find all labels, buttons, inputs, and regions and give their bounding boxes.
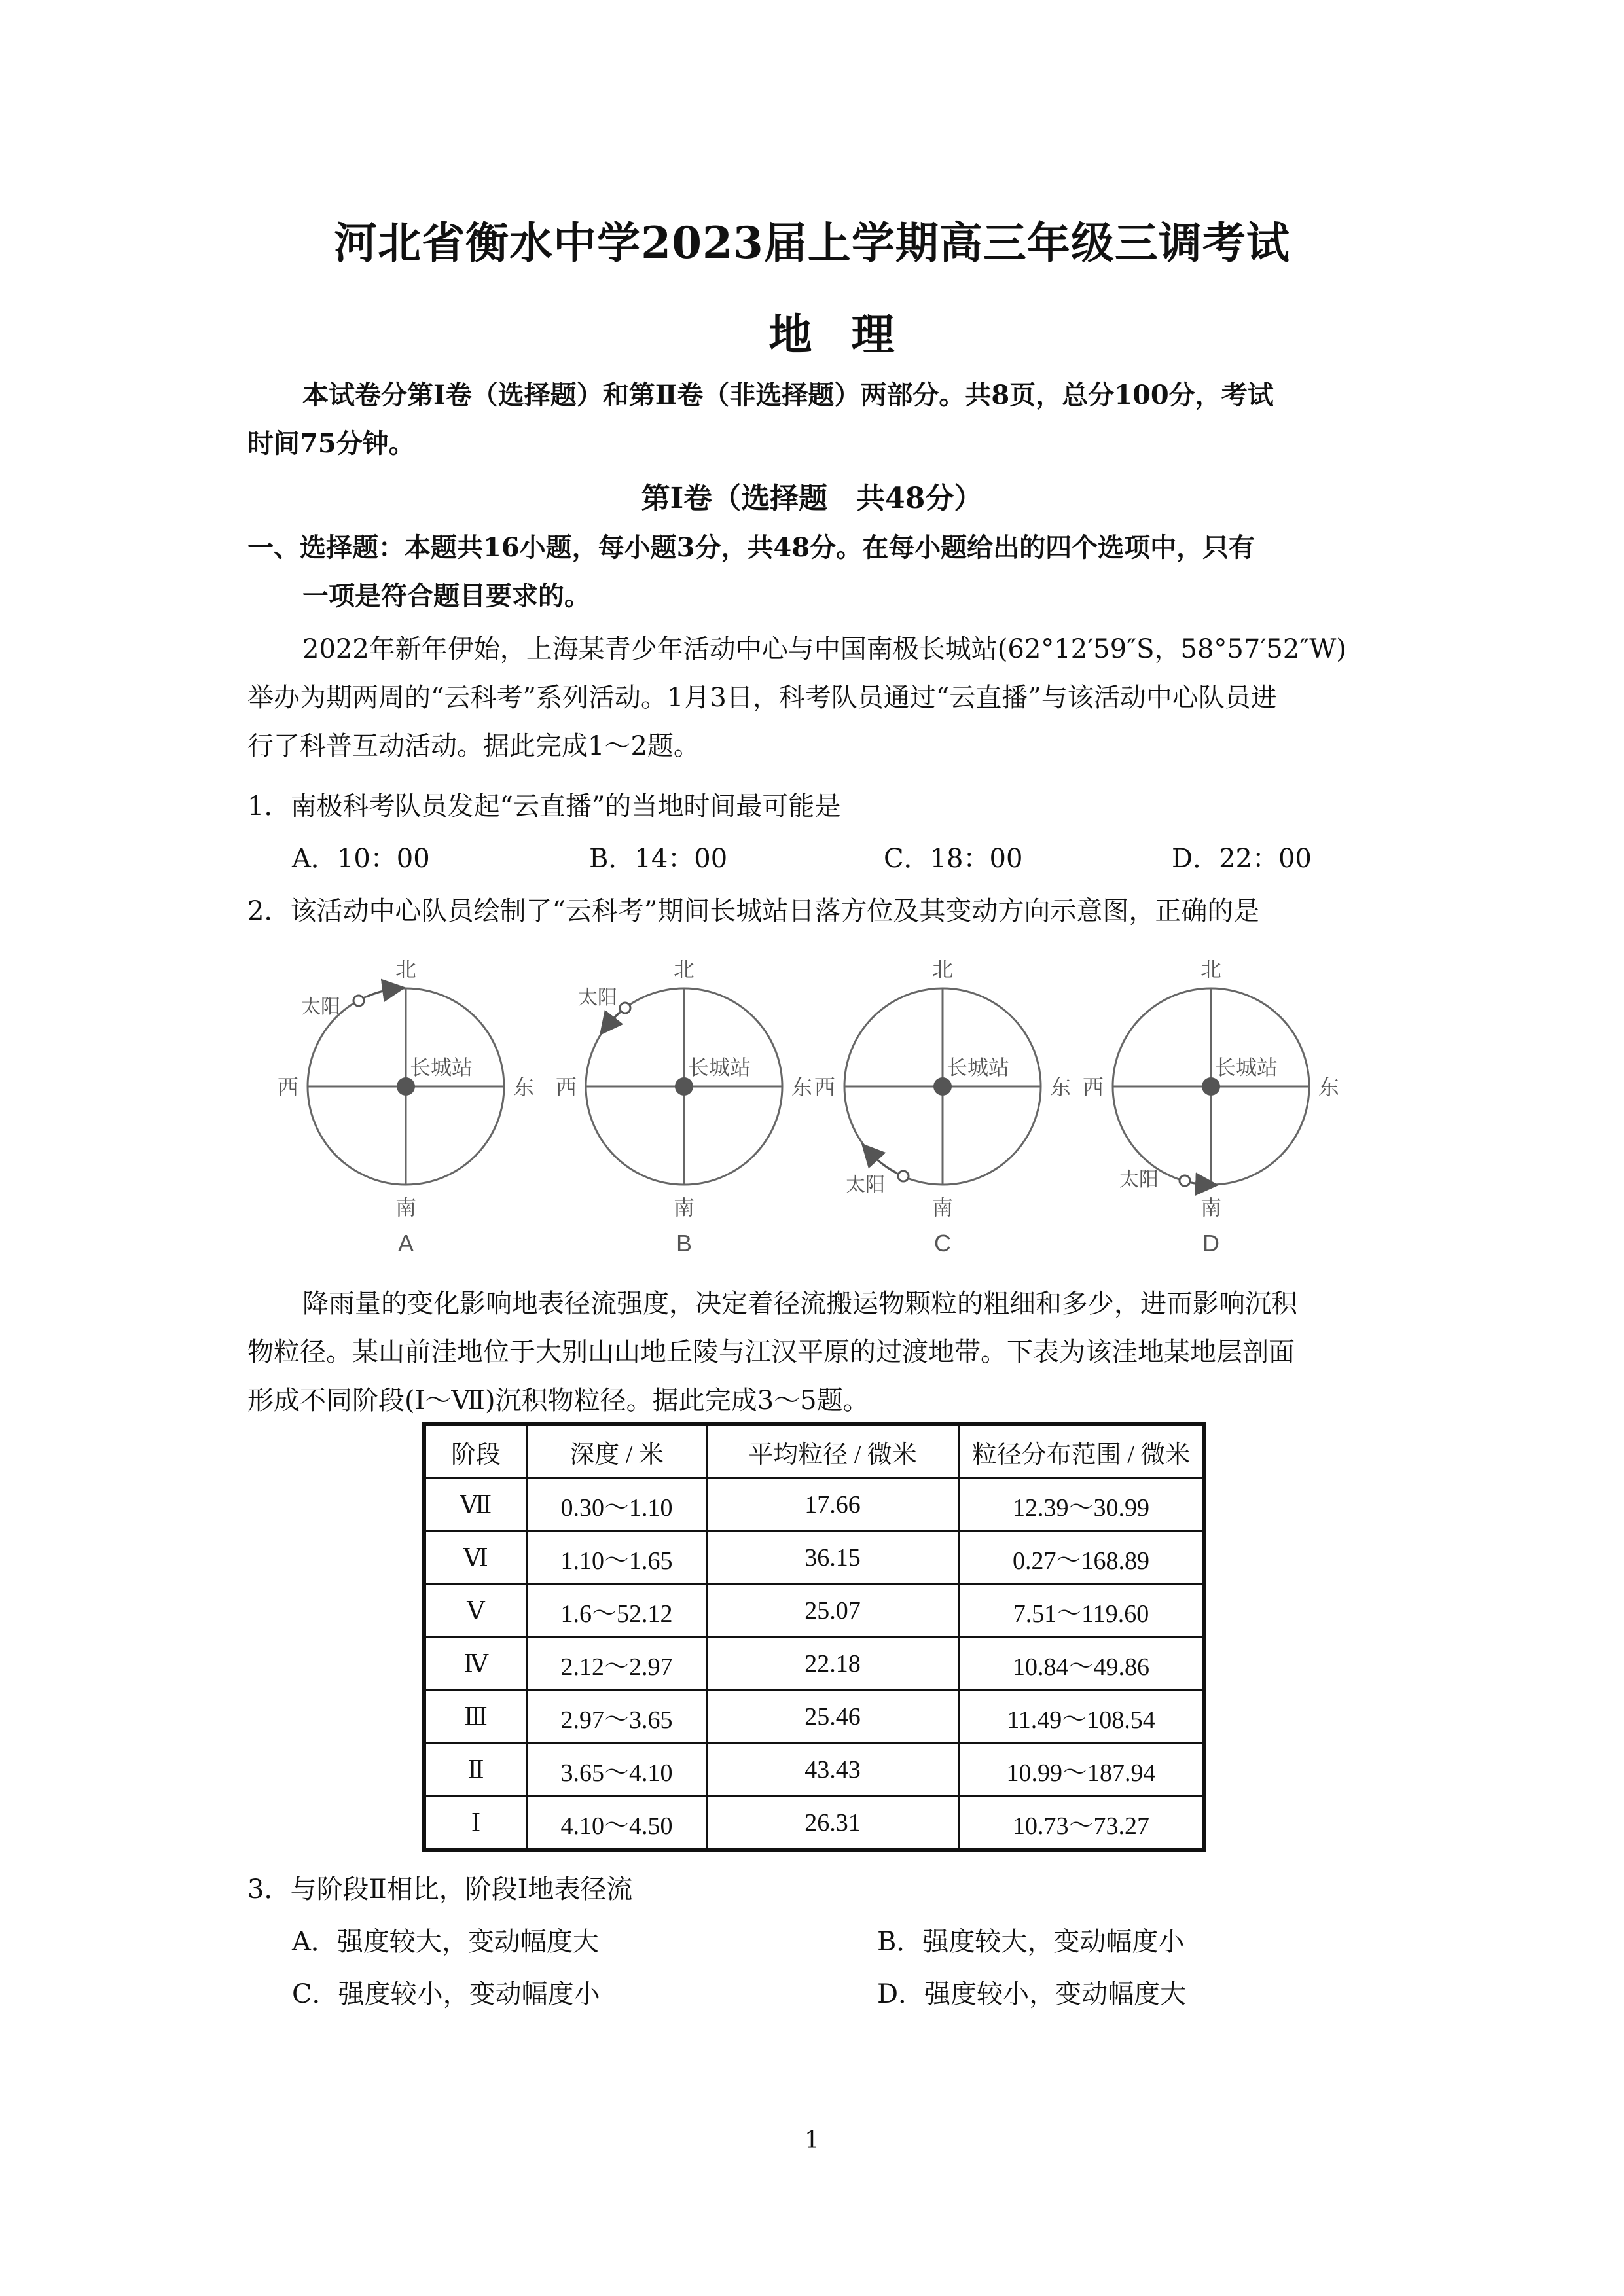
south-label: 南: [673, 1196, 695, 1219]
cell-range: 0.27～168.89: [959, 1532, 1205, 1585]
cell-mean: 17.66: [707, 1479, 959, 1532]
east-label: 东: [513, 1075, 535, 1099]
station-dot: [397, 1077, 415, 1096]
table-header-row: [424, 1424, 1204, 1479]
diagram-b: [556, 958, 812, 1257]
diagram-label-d: D: [1202, 1230, 1219, 1257]
q3-option-d: D．强度较小，变动幅度大: [877, 1979, 1187, 2009]
west-label: 西: [1082, 1075, 1104, 1099]
cell-depth: 1.10～1.65: [527, 1532, 707, 1585]
instructions-line-2: 一项是符合题目要求的。: [302, 581, 590, 611]
sun-icon: [1180, 1175, 1190, 1186]
sediment-table: [422, 1422, 1206, 1852]
intro-line-2: 时间75分钟。: [247, 428, 415, 459]
cell-stage: Ⅵ: [424, 1532, 527, 1585]
exam-title: 河北省衡水中学2023届上学期高三年级三调考试: [334, 217, 1290, 268]
table-row: [424, 1797, 1204, 1851]
q1-option-d: D．22：00: [1172, 844, 1312, 874]
passage1-line-3: 行了科普互动活动。据此完成1～2题。: [247, 731, 700, 761]
cell-mean: 25.07: [707, 1585, 959, 1638]
cell-range: 10.99～187.94: [959, 1744, 1205, 1797]
q1-option-a: A．10：00: [292, 844, 430, 874]
q1-option-c: C．18：00: [884, 844, 1023, 874]
cell-range: 7.51～119.60: [959, 1585, 1205, 1638]
east-label: 东: [791, 1075, 813, 1099]
cell-depth: 4.10～4.50: [527, 1797, 707, 1851]
passage1-line-2: 举办为期两周的“云科考”系列活动。1月3日，科考队员通过“云直播”与该活动中心队员进: [247, 683, 1277, 713]
section-title: 第Ⅰ卷（选择题 共48分）: [641, 482, 983, 515]
cell-range: 11.49～108.54: [959, 1691, 1205, 1744]
north-label: 北: [673, 958, 695, 981]
table-row: [424, 1532, 1204, 1585]
north-label: 北: [395, 958, 417, 981]
station-label: 长城站: [688, 1056, 751, 1079]
south-label: 南: [931, 1196, 954, 1219]
north-label: 北: [931, 958, 954, 981]
cell-range: 12.39～30.99: [959, 1479, 1205, 1532]
passage2-line-1: 降雨量的变化影响地表径流强度，决定着径流搬运物颗粒的粗细和多少，进而影响沉积: [302, 1289, 1297, 1319]
diagram-label-b: B: [676, 1230, 693, 1257]
q1-option-b: B．14：00: [589, 844, 728, 874]
sun-label: 太阳: [301, 996, 340, 1018]
intro-line-1: 本试卷分第Ⅰ卷（选择题）和第Ⅱ卷（非选择题）两部分。共8页，总分100分，考试: [302, 380, 1274, 410]
cell-mean: 43.43: [707, 1744, 959, 1797]
passage2-line-2: 物粒径。某山前洼地位于大别山山地丘陵与江汉平原的过渡地带。下表为该洼地某地层剖面: [247, 1337, 1295, 1367]
table-row: [424, 1638, 1204, 1691]
header-size-range: 粒径分布范围 / 微米: [959, 1424, 1205, 1479]
cell-mean: 36.15: [707, 1532, 959, 1585]
station-label: 长城站: [1215, 1056, 1278, 1079]
cell-stage: Ⅱ: [424, 1744, 527, 1797]
cell-range: 10.84～49.86: [959, 1638, 1205, 1691]
cell-stage: Ⅲ: [424, 1691, 527, 1744]
station-label: 长城站: [410, 1056, 473, 1079]
diagram-label-a: A: [397, 1230, 414, 1257]
table-row: [424, 1479, 1204, 1532]
q3-option-c: C．强度较小，变动幅度小: [292, 1979, 600, 2009]
subject-title: 地理: [768, 309, 934, 360]
west-label: 西: [555, 1075, 577, 1099]
cell-mean: 22.18: [707, 1638, 959, 1691]
diagram-c: [814, 958, 1071, 1257]
cell-depth: 2.97～3.65: [527, 1691, 707, 1744]
cell-stage: Ⅰ: [424, 1797, 527, 1851]
cell-mean: 26.31: [707, 1797, 959, 1851]
passage2-line-3: 形成不同阶段(Ⅰ～Ⅶ)沉积物粒径。据此完成3～5题。: [247, 1386, 869, 1416]
cell-depth: 1.6～52.12: [527, 1585, 707, 1638]
east-label: 东: [1049, 1075, 1072, 1099]
station-dot: [933, 1077, 952, 1096]
cell-range: 10.73～73.27: [959, 1797, 1205, 1851]
passage1-line-1: 2022年新年伊始，上海某青少年活动中心与中国南极长城站(62°12′59″S，58°57′52″W): [302, 634, 1346, 664]
station-dot: [1202, 1077, 1220, 1096]
cell-depth: 0.30～1.10: [527, 1479, 707, 1532]
header-stage: 阶段: [424, 1424, 527, 1479]
q3-option-b: B．强度较大，变动幅度小: [877, 1927, 1185, 1957]
sun-label: 太阳: [846, 1174, 885, 1196]
sun-icon: [353, 996, 364, 1006]
page-number: 1: [804, 2127, 820, 2154]
east-label: 东: [1318, 1075, 1340, 1099]
header-depth: 深度 / 米: [527, 1424, 707, 1479]
cell-stage: Ⅴ: [424, 1585, 527, 1638]
instructions-line-1: 一、选择题：本题共16小题，每小题3分，共48分。在每小题给出的四个选项中，只有: [247, 532, 1255, 563]
cell-stage: Ⅳ: [424, 1638, 527, 1691]
question-1-stem: 1．南极科考队员发起“云直播”的当地时间最可能是: [247, 791, 841, 821]
north-label: 北: [1200, 958, 1222, 981]
question-3-stem: 3．与阶段Ⅱ相比，阶段Ⅰ地表径流: [247, 1874, 633, 1905]
south-label: 南: [395, 1196, 417, 1219]
diagram-label-c: C: [934, 1230, 951, 1257]
west-label: 西: [814, 1075, 836, 1099]
station-label: 长城站: [947, 1056, 1010, 1079]
q3-option-a: A．强度较大，变动幅度大: [292, 1927, 599, 1957]
question-2-stem: 2．该活动中心队员绘制了“云科考”期间长城站日落方位及其变动方向示意图，正确的是: [247, 896, 1260, 926]
sun-icon: [620, 1003, 630, 1013]
cell-stage: Ⅶ: [424, 1479, 527, 1532]
cell-depth: 2.12～2.97: [527, 1638, 707, 1691]
table-row: [424, 1585, 1204, 1638]
diagram-d: [1083, 958, 1339, 1257]
south-label: 南: [1200, 1196, 1222, 1219]
sun-icon: [898, 1171, 909, 1181]
sun-label: 太阳: [578, 987, 617, 1009]
table-row: [424, 1691, 1204, 1744]
station-dot: [675, 1077, 693, 1096]
table-row: [424, 1744, 1204, 1797]
diagram-a: [278, 958, 534, 1257]
header-mean-size: 平均粒径 / 微米: [707, 1424, 959, 1479]
cell-mean: 25.46: [707, 1691, 959, 1744]
west-label: 西: [277, 1075, 299, 1099]
sunset-azimuth-diagrams: [262, 942, 1375, 1270]
cell-depth: 3.65～4.10: [527, 1744, 707, 1797]
sun-label: 太阳: [1119, 1169, 1159, 1191]
